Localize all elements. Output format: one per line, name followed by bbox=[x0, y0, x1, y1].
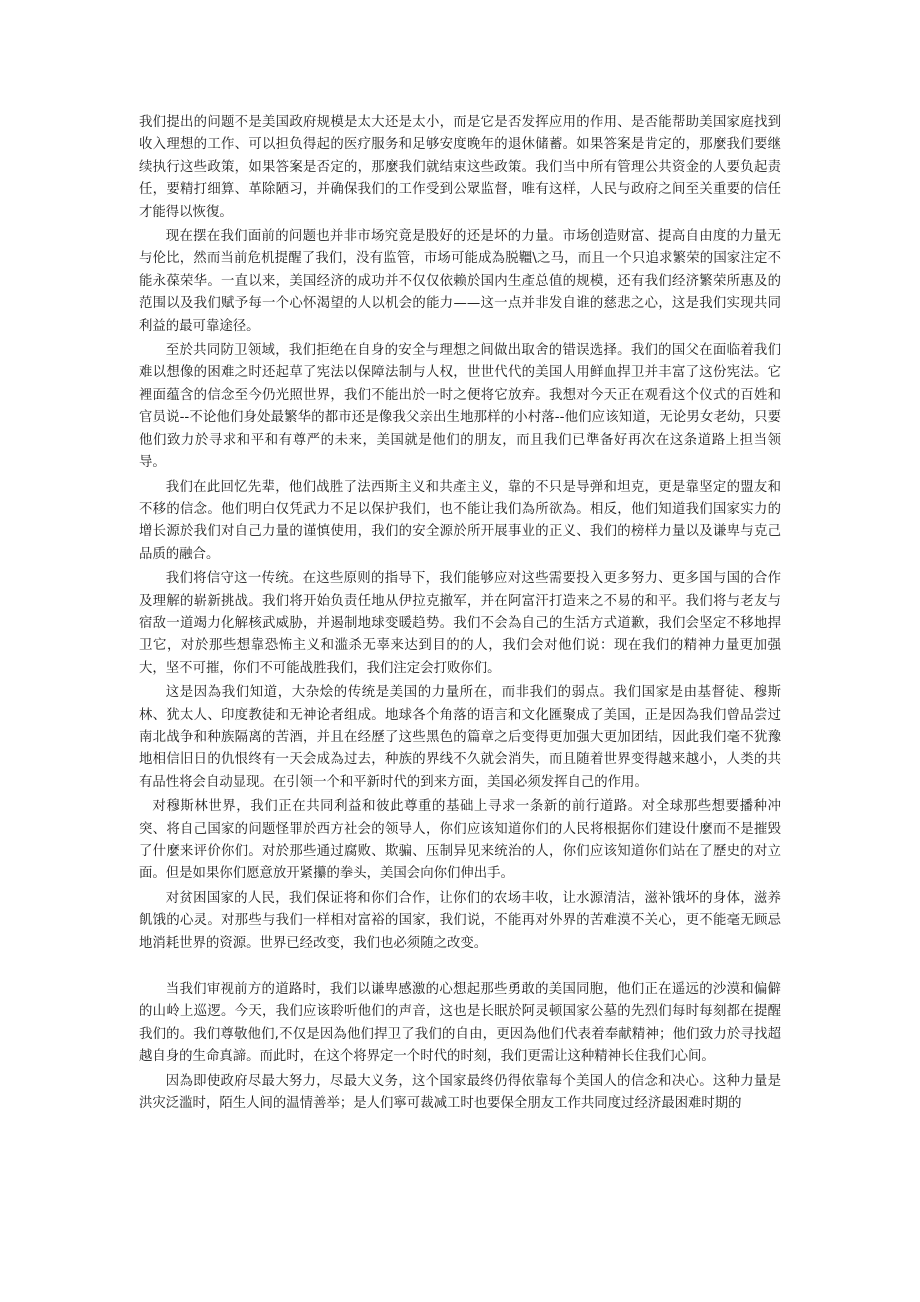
paragraph-10: 因為即使政府尽最大努力，尽最大义务，这个国家最终仍得依靠每个美国人的信念和决心。这种力量是洪灾泛滥时，陌生人间的温情善举；是人们寧可裁减工时也要保全朋友工作共同度过经济最困难时期的 bbox=[139, 1073, 781, 1112]
paragraph-3: 至於共同防卫领域，我们拒绝在自身的安全与理想之间做出取舍的错误选择。我们的国父在面临着我们难以想像的困难之时还起草了宪法以保障法制与人权，世世代代的美国人用鲜血捍卫并丰富了这份宪法。它裡面蕴含的信念至今仍光照世界，我们不能出於一时之便将它放弃。我想对今天正在观看这个仪式的百姓和官员说--不论他们身处最繁华的都市还是像我父亲出生地那样的小村落--他们应该知道，无论男女老幼，只要他们致力於寻求和平和有尊严的未来，美国就是他们的朋友，而且我们已準备好再次在这条道路上担当领导。 bbox=[139, 343, 781, 471]
paragraph-7: 对穆斯林世界，我们正在共同利益和彼此尊重的基础上寻求一条新的前行道路。对全球那些想要播种冲突、将自己国家的问题怪罪於西方社会的领导人，你们应该知道你们的人民将根据你们建设什麼而不是摧毁了什麼来评价你们。对於那些通过腐败、欺骗、压制异见来统治的人，你们应该知道你们站在了歷史的对立面。但是如果你们愿意放开紧攥的拳头，美国会向你们伸出手。 bbox=[139, 799, 781, 882]
paragraph-5: 我们将信守这一传统。在这些原则的指导下，我们能够应对这些需要投入更多努力、更多国与国的合作及理解的崭新挑战。我们将开始负责任地从伊拉克撤军，并在阿富汗打造来之不易的和平。我们将与老友与宿敌一道竭力化解核武威胁，并遏制地球变暖趋势。我们不会為自己的生活方式道歉，我们会坚定不移地捍卫它，对於那些想靠恐怖主义和滥杀无辜来达到目的的人，我们会对他们说：现在我们的精神力量更加强大，坚不可摧，你们不可能战胜我们，我们注定会打败你们。 bbox=[139, 571, 781, 676]
paragraph-1: 我们提出的问题不是美国政府规模是太大还是太小，而是它是否发挥应用的作用、是否能帮助美国家庭找到收入理想的工作、可以担负得起的医疗服务和足够安度晚年的退休储蓄。如果答案是肯定的，那麼我们要继续执行这些政策，如果答案是否定的，那麼我们就结束这些政策。我们当中所有管理公共资金的人要负起责任，要精打细算、革除陋习，并确保我们的工作受到公眾监督，唯有这样，人民与政府之间至关重要的信任才能得以恢復。 bbox=[139, 115, 781, 220]
section-gap bbox=[139, 957, 781, 979]
paragraph-9: 当我们审视前方的道路时，我们以谦卑感激的心想起那些勇敢的美国同胞，他们正在遥远的沙漠和偏僻的山岭上巡逻。今天，我们应该聆听他们的声音，这也是长眠於阿灵顿国家公墓的先烈们每时每刻都在提醒我们的。我们尊敬他们,不仅是因為他们捍卫了我们的自由，更因為他们代表着奉献精神；他们致力於寻找超越自身的生命真諦。而此时，在这个将界定一个时代的时刻，我们更需让这种精神长住我们心间。 bbox=[139, 982, 781, 1065]
document-body bbox=[139, 112, 781, 1117]
paragraph-6: 这是因為我们知道，大杂烩的传统是美国的力量所在，而非我们的弱点。我们国家是由基督徒、穆斯林、犹太人、印度教徒和无神论者组成。地球各个角落的语言和文化匯聚成了美国，正是因為我们曾品尝过南北战争和种族隔离的苦酒，并且在经歷了这些黑色的篇章之后变得更加强大更加团结，因此我们毫不犹豫地相信旧日的仇恨终有一天会成為过去，种族的界线不久就会消失，而且随着世界变得越来越小，人类的共有品性将会自动显现。在引领一个和平新时代的到来方面，美国必须发挥自己的作用。 bbox=[139, 685, 781, 790]
paragraph-2: 现在摆在我们面前的问题也并非市场究竟是股好的还是坏的力量。市场创造财富、提高自由度的力量无与伦比，然而当前危机提醒了我们，没有监管，市场可能成為脱韁\之马，而且一个只追求繁荣的国家注定不能永葆荣华。一直以来，美国经济的成功并不仅仅依赖於国内生產总值的规模，还有我们经济繁荣所惠及的范围以及我们赋予每一个心怀渴望的人以机会的能力——这一点并非发自谁的慈悲之心，这是我们实现共同利益的最可靠途径。 bbox=[139, 229, 781, 334]
paragraph-4: 我们在此回忆先辈，他们战胜了法西斯主义和共產主义，靠的不只是导弹和坦克，更是靠坚定的盟友和不移的信念。他们明白仅凭武力不足以保护我们，也不能让我们為所欲為。相反，他们知道我们国家实力的增长源於我们对自己力量的谨慎使用，我们的安全源於所开展事业的正义、我们的榜样力量以及谦卑与克己品质的融合。 bbox=[139, 479, 781, 562]
paragraph-8: 对贫困国家的人民，我们保证将和你们合作，让你们的农场丰收，让水源清洁，滋补饿坏的身体，滋养飢饿的心灵。对那些与我们一样相对富裕的国家，我们说，不能再对外界的苦难漠不关心，更不能毫无顾忌地消耗世界的资源。世界已经改变，我们也必须随之改变。 bbox=[139, 890, 781, 951]
